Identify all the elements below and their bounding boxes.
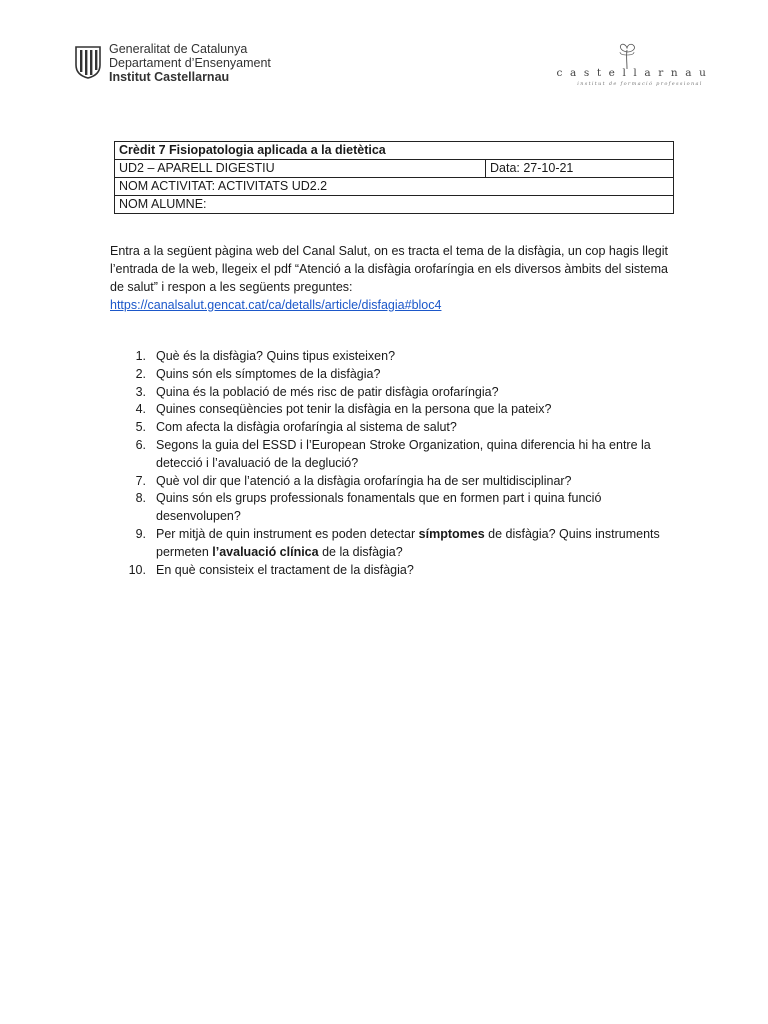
- list-item: 1. Què és la disfàgia? Quins tipus existeixen?: [135, 349, 396, 363]
- table-row: [115, 178, 674, 196]
- gencat-line-3: Institut Castellarnau: [109, 70, 230, 84]
- intro-text: Entra a la següent pàgina web del Canal Salut, on es tracta el tema de la disfàgia, un cop hagis llegit l’entrada de la web, llegeix el pdf “Atenció a la disfàgia orofaríngia en els diversos àmbits del sistema de salut” i respon a les següents preguntes:: [110, 244, 668, 294]
- castellarnau-subtitle: institut de formació professional: [577, 81, 703, 87]
- generalitat-text: [109, 42, 271, 84]
- list-item: 9. Per mitjà de quin instrument es poden detectar símptomes de disfàgia? Quins instruments permeten l’avaluació clínica de la disfàgia?: [135, 526, 660, 559]
- date-cell: Data: 27-10-21: [486, 160, 674, 178]
- unit-cell: UD2 – APARELL DIGESTIU: [115, 160, 486, 178]
- gencat-line-2: Departament d’Ensenyament: [109, 56, 271, 70]
- intro-paragraph: [110, 242, 670, 314]
- table-row: [115, 142, 674, 160]
- list-item: 10. En què consisteix el tractament de la disfàgia?: [128, 562, 414, 577]
- student-cell: NOM ALUMNE:: [115, 196, 674, 214]
- list-item: 2. Quins són els símptomes de la disfàgia?: [135, 366, 381, 381]
- document-header: [74, 42, 714, 102]
- table-row: [115, 196, 674, 214]
- gencat-line-1: Generalitat de Catalunya: [109, 42, 248, 56]
- list-item: 3. Quina és la població de més risc de patir disfàgia orofaríngia?: [135, 384, 499, 399]
- credit-title: Crèdit 7 Fisiopatologia aplicada a la dietètica: [115, 142, 674, 160]
- info-table: [114, 141, 674, 214]
- list-item: 4. Quines conseqüències pot tenir la disfàgia en la persona que la pateix?: [135, 402, 552, 417]
- question-list: [110, 348, 670, 579]
- list-item: 7. Què vol dir que l’atenció a la disfàgia orofaríngia ha de ser multidisciplinar?: [135, 473, 572, 488]
- canal-salut-link[interactable]: https://canalsalut.gencat.cat/ca/detalls/article/disfagia#bloc4: [110, 298, 442, 312]
- list-item: 6. Segons la guia del ESSD i l’European Stroke Organization, quina diferencia hi ha entre la detecció i l’avaluació de la deglució?: [135, 437, 651, 470]
- table-row: [115, 160, 674, 178]
- castellarnau-word: castellarnau: [556, 67, 714, 79]
- castellarnau-logo: [544, 42, 726, 92]
- tree-icon: [612, 42, 642, 70]
- list-item: 5. Com afecta la disfàgia orofaríngia al sistema de salut?: [135, 420, 457, 435]
- generalitat-logo-icon: [74, 45, 102, 79]
- activity-cell: NOM ACTIVITAT: ACTIVITATS UD2.2: [115, 178, 674, 196]
- list-item: 8. Quins són els grups professionals fonamentals que en formen part i quina funció desenvolupen?: [135, 491, 602, 524]
